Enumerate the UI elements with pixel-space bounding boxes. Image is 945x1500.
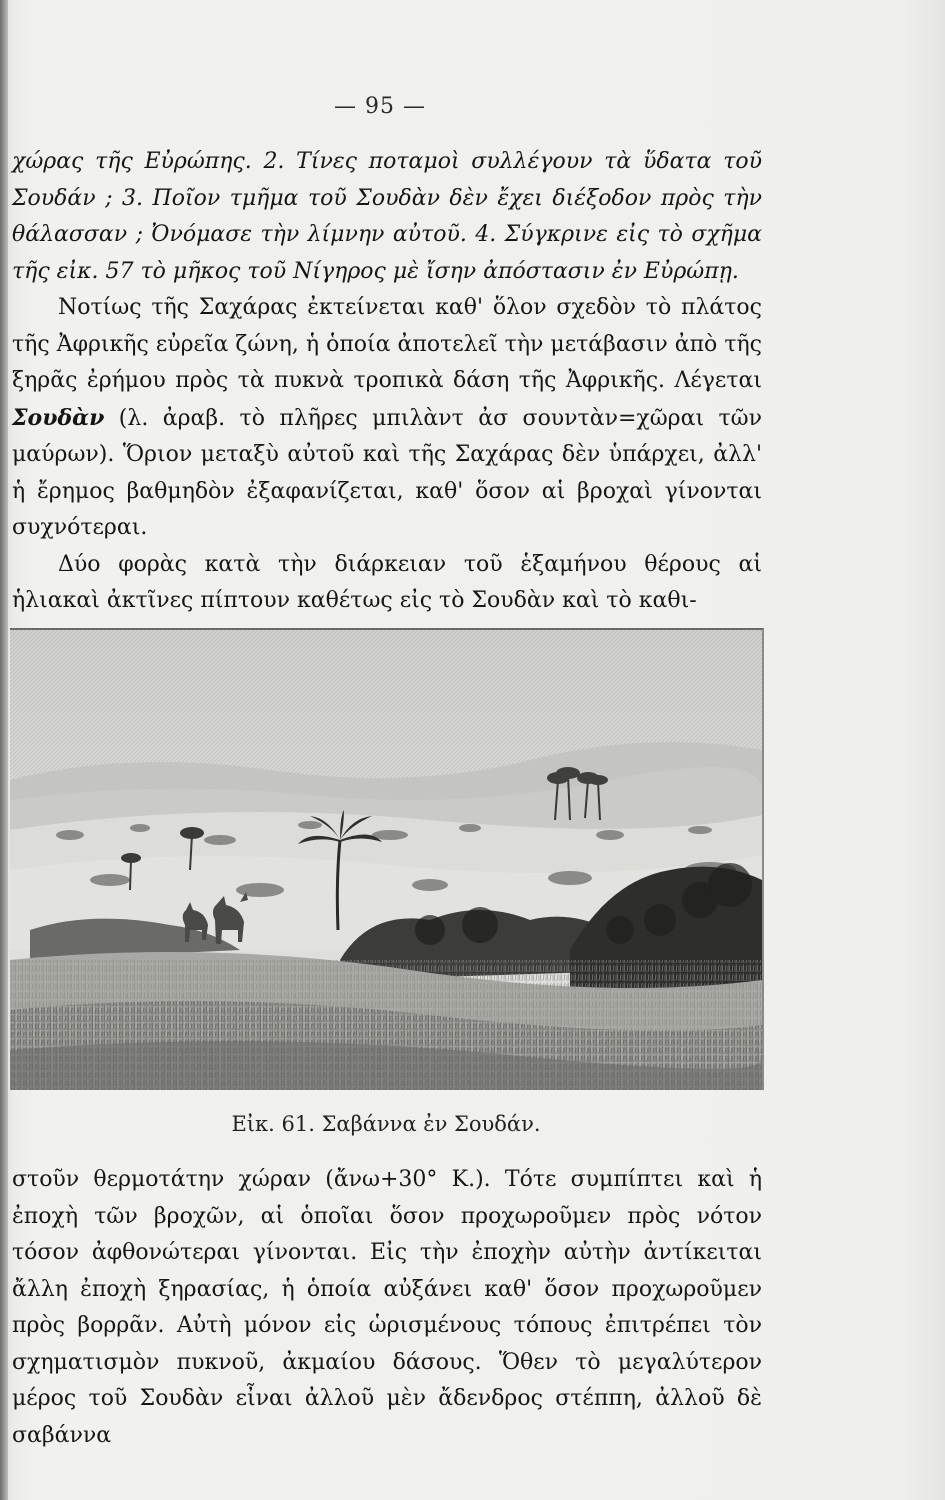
paragraph-text-a: Νοτίως τῆς Σαχάρας ἐκτείνεται καθ' ὅλον σχεδὸν τὸ πλάτος τῆς Ἀφρικῆς εὐρεῖα ζώνη, ἡ ὁποία ἀποτελεῖ τὴν μετάβασιν ἀπὸ τῆς ξηρᾶς ἐρήμου πρὸς τὰ πυκνὰ τροπικὰ δάση τῆς Ἀφρικῆς. Λέγεται (12, 295, 762, 393)
savanna-illustration (10, 628, 764, 1090)
savanna-engraving (10, 630, 762, 1090)
exercise-questions: χώρας τῆς Εὐρώπης. 2. Τίνες ποταμοὶ συλλέγουν τὰ ὕδατα τοῦ Σουδάν ; 3. Ποῖον τμῆμα τοῦ Σουδὰν δὲν ἔχει διέξοδον πρὸς τὴν θάλασσαν ; Ὀνόμασε τὴν λίμνην αὐτοῦ. 4. Σύγκρινε εἰς τὸ σχῆμα τῆς εἰκ. 57 τὸ μῆκος τοῦ Νίγηρος μὲ ἴσην ἀπόστασιν ἐν Εὐρώπῃ. (12, 149, 762, 284)
paragraph-text-b: (λ. ἀραβ. τὸ πλῆρες μπιλὰντ ἀσ σουντὰν=χῶραι τῶν μαύρων). Ὅριον μεταξὺ αὐτοῦ καὶ τῆς Σαχάρας δὲν ὑπάρχει, ἀλλ' ἡ ἔρημος βαθμηδὸν ἐξαφανίζεται, καθ' ὅσον αἱ βροχαὶ γίνονται συχνότεραι. (12, 405, 762, 540)
page-spine-shadow (0, 0, 8, 1500)
top-text-block (12, 144, 762, 620)
paragraph-rainy-season: στοῦν θερμοτάτην χώραν (ἄνω+30° Κ.). Τότε συμπίπτει καὶ ἡ ἐποχὴ τῶν βροχῶν, αἱ ὁποῖαι ὅσον προχωροῦμεν πρὸς νότον τόσον ἀφθονώτεραι γίνονται. Εἰς τὴν ἐποχὴν αὐτὴν ἀντίκειται ἄλλη ἐποχὴ ξηρασίας, ἡ ὁποία αὐξάνει καθ' ὅσον προχωροῦμεν πρὸς βορρᾶν. Αὐτὴ μόνον εἰς ὡρισμένους τόπους ἐπιτρέπει τὸν σχηματισμὸν πυκνοῦ, ἀκμαίου δάσους. Ὅθεν τὸ μεγαλύτερον μέρος τοῦ Σουδὰν εἶναι ἀλλοῦ μὲν ἄδενδρος στέππη, ἀλλοῦ δὲ σαβάννα (12, 1167, 762, 1448)
bottom-text-block (12, 1162, 762, 1454)
figure-caption: Εἰκ. 61. Σαβάννα ἐν Σουδάν. (231, 1112, 541, 1136)
page-number: — 95 — (334, 94, 426, 119)
term-sudan: Σουδὰν (12, 404, 105, 431)
paragraph-sun-rays: Δύο φορὰς κατὰ τὴν διάρκειαν τοῦ ἑξαμήνου θέρους αἱ ἡλιακαὶ ἀκτῖνες πίπτουν καθέτως εἰς τὸ Σουδὰν καὶ τὸ καθι- (12, 551, 762, 613)
paragraph-sudan-definition (12, 290, 762, 547)
